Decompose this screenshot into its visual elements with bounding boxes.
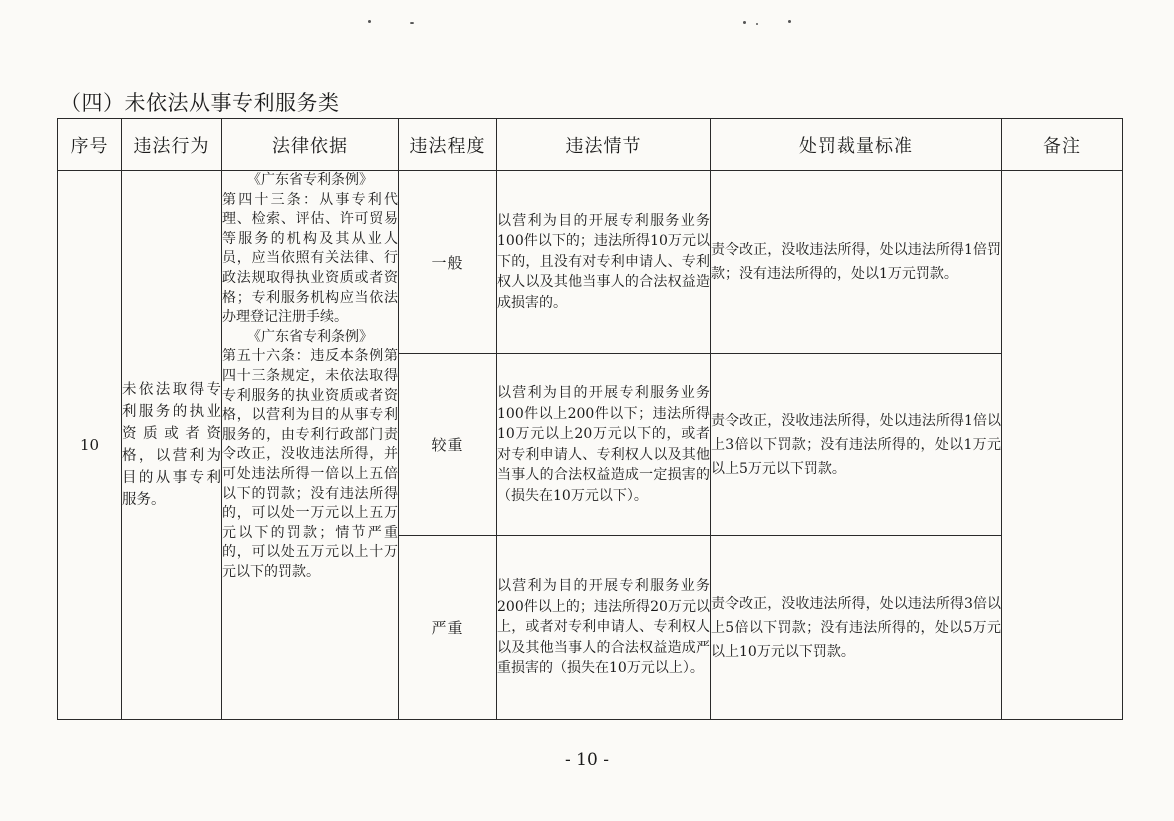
legal-basis-cell [222,171,399,720]
violation-cell: 未依法取得专利服务的执业资质或者资格，以营利为目的从事专利服务。 [122,171,222,720]
circumstances-severe: 以营利为目的开展专利服务业务200件以上的；违法所得20万元以上，或者对专利申请人、专利权人以及其他当事人的合法权益造成严重损害的（损失在10万元以上）。 [497,536,711,720]
scan-artifacts [0,14,1174,44]
page-number: - 10 - [565,750,609,770]
table-row [58,171,1123,354]
basis-source-2: 《广东省专利条例》 [247,328,373,345]
header-remarks: 备注 [1002,119,1123,171]
table-header-row [58,119,1123,171]
header-number: 序号 [58,119,122,171]
penalty-serious: 责令改正，没收违法所得，处以违法所得1倍以上3倍以下罚款；没有违法所得的，处以1万元以上5万元以下罚款。 [711,354,1002,536]
penalty-severe: 责令改正，没收违法所得，处以违法所得3倍以上5倍以下罚款；没有违法所得的，处以5万元以上10万元以下罚款。 [711,536,1002,720]
severity-general: 一般 [399,171,497,354]
basis-source-1: 《广东省专利条例》 [247,172,373,188]
basis-article-43: 第四十三条：从事专利代理、检索、评估、许可贸易等服务的机构及其从业人员，应当依照有关法律、行政法规取得执业资质或者资格；专利服务机构应当依法办理登记注册手续。 [222,191,398,326]
header-penalty-standard: 处罚裁量标准 [711,119,1002,171]
header-violation: 违法行为 [122,119,222,171]
severity-severe: 严重 [399,536,497,720]
penalty-general: 责令改正，没收违法所得，处以违法所得1倍罚款；没有违法所得的，处以1万元罚款。 [711,171,1002,354]
row-number: 10 [58,171,122,720]
header-circumstances: 违法情节 [497,119,711,171]
remarks-cell [1002,171,1123,720]
penalty-standard-table [57,118,1123,720]
circumstances-serious: 以营利为目的开展专利服务业务100件以上200件以下；违法所得10万元以上20万元以下的，或者对专利申请人、专利权人以及其他当事人的合法权益造成一定损害的（损失在10万元以下）。 [497,354,711,536]
severity-serious: 较重 [399,354,497,536]
basis-article-56: 第五十六条：违反本条例第四十三条规定，未依法取得专利服务的执业资质或者资格，以营利为目的从事专利服务的，由专利行政部门责令改正，没收违法所得，并可处违法所得一倍以上五倍以下的罚款；没有违法所得的，可以处一万元以上五万元以下的罚款；情节严重的，可以处五万元以上十万元以下的罚款。 [222,348,398,580]
header-legal-basis: 法律依据 [222,119,399,171]
circumstances-general: 以营利为目的开展专利服务业务100件以下的；违法所得10万元以下的，且没有对专利申请人、专利权人以及其他当事人的合法权益造成损害的。 [497,171,711,354]
section-title: （四）未依法从事专利服务类 [60,91,340,115]
header-severity: 违法程度 [399,119,497,171]
